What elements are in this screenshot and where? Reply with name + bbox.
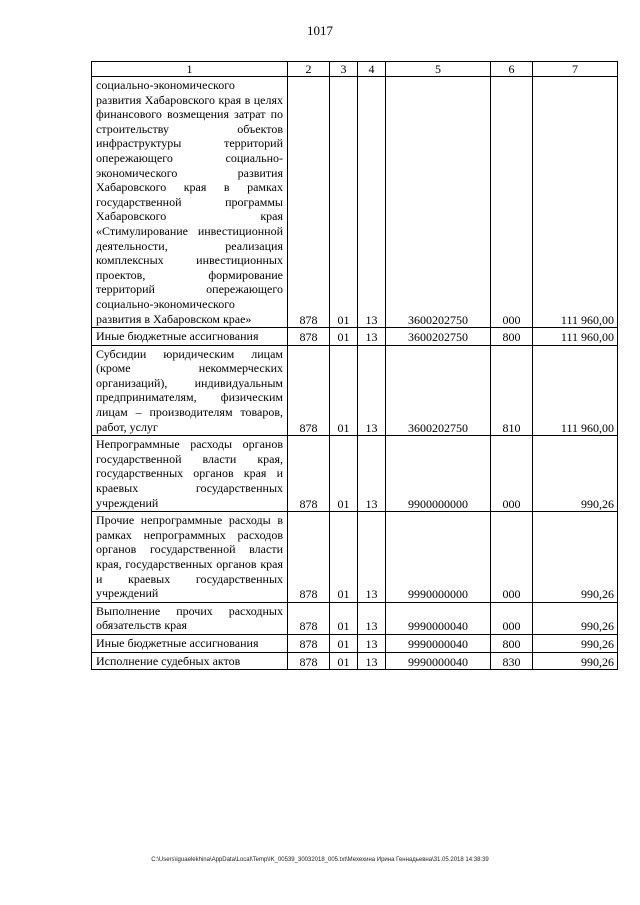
table-header-row (92, 62, 618, 77)
expense-name-cell: Исполнение судебных актов (92, 652, 288, 670)
department-code-cell: 878 (288, 602, 330, 634)
column-header: 1 (92, 62, 288, 77)
page-number: 1017 (307, 23, 333, 38)
amount-cell: 990,26 (533, 512, 618, 603)
amount-cell: 990,26 (533, 602, 618, 634)
department-code-cell: 878 (288, 328, 330, 346)
subsection-code-cell: 13 (358, 345, 386, 436)
target-article-cell: 9990000000 (386, 512, 491, 603)
section-code-cell: 01 (330, 512, 358, 603)
subsection-code-cell: 13 (358, 436, 386, 512)
column-header: 7 (533, 62, 618, 77)
table-row (92, 652, 618, 670)
target-article-cell: 9990000040 (386, 634, 491, 652)
expense-type-cell: 810 (491, 345, 533, 436)
section-code-cell: 01 (330, 634, 358, 652)
expense-name-cell: социально-экономического развития Хабаровского края в целях финансового возмещения затрат по строительству объектов инфраструктуры территорий опережающего социально-экономического развития Хабаровского края в рамках государственной программы Хабаровского края «Стимулирование инвестиционной деятельности, реализация комплексных инвестиционных проектов, формирование территорий опережающего социально-экономического развития в Хабаровском крае» (92, 77, 288, 328)
section-code-cell: 01 (330, 602, 358, 634)
department-code-cell: 878 (288, 652, 330, 670)
department-code-cell: 878 (288, 345, 330, 436)
expense-type-cell: 000 (491, 512, 533, 603)
expense-type-cell: 830 (491, 652, 533, 670)
department-code-cell: 878 (288, 512, 330, 603)
subsection-code-cell: 13 (358, 634, 386, 652)
department-code-cell: 878 (288, 634, 330, 652)
subsection-code-cell: 13 (358, 602, 386, 634)
section-code-cell: 01 (330, 345, 358, 436)
column-header: 4 (358, 62, 386, 77)
amount-cell: 990,26 (533, 652, 618, 670)
expense-type-cell: 000 (491, 436, 533, 512)
column-header: 3 (330, 62, 358, 77)
department-code-cell: 878 (288, 77, 330, 328)
budget-table (91, 61, 618, 670)
expense-type-cell: 000 (491, 602, 533, 634)
column-header: 5 (386, 62, 491, 77)
subsection-code-cell: 13 (358, 77, 386, 328)
table-row (92, 634, 618, 652)
table-row (92, 512, 618, 603)
expense-name-cell: Прочие непрограммные расходы в рамках непрограммных расходов органов государственной власти края, государственных органов края и краевых государственных учреждений (92, 512, 288, 603)
subsection-code-cell: 13 (358, 328, 386, 346)
column-header: 6 (491, 62, 533, 77)
column-header: 2 (288, 62, 330, 77)
table-row (92, 345, 618, 436)
target-article-cell: 9990000040 (386, 602, 491, 634)
section-code-cell: 01 (330, 436, 358, 512)
target-article-cell: 9990000040 (386, 652, 491, 670)
file-path-footer: C:\Users\iguaelekhina\AppData\Local\Temp\IK_00539_30032018_005.txt\Мехехина Ирина Геннадьевна\31.05.2018 14:38:39 (151, 857, 489, 863)
target-article-cell: 9900000000 (386, 436, 491, 512)
expense-name-cell: Непрограммные расходы органов государственной власти края, государственных органов края и краевых государственных учреждений (92, 436, 288, 512)
table-row (92, 602, 618, 634)
amount-cell: 990,26 (533, 436, 618, 512)
target-article-cell: 3600202750 (386, 328, 491, 346)
expense-type-cell: 800 (491, 328, 533, 346)
expense-type-cell: 800 (491, 634, 533, 652)
amount-cell: 990,26 (533, 634, 618, 652)
section-code-cell: 01 (330, 652, 358, 670)
target-article-cell: 3600202750 (386, 77, 491, 328)
table-row (92, 328, 618, 346)
department-code-cell: 878 (288, 436, 330, 512)
expense-name-cell: Иные бюджетные ассигнования (92, 328, 288, 346)
table-row (92, 77, 618, 328)
expense-name-cell: Субсидии юридическим лицам (кроме некоммерческих организаций), индивидуальным предпринимателям, физическим лицам – производителям товаров, работ, услуг (92, 345, 288, 436)
subsection-code-cell: 13 (358, 652, 386, 670)
amount-cell: 111 960,00 (533, 345, 618, 436)
amount-cell: 111 960,00 (533, 77, 618, 328)
expense-name-cell: Иные бюджетные ассигнования (92, 634, 288, 652)
expense-type-cell: 000 (491, 77, 533, 328)
amount-cell: 111 960,00 (533, 328, 618, 346)
expense-name-cell: Выполнение прочих расходных обязательств края (92, 602, 288, 634)
subsection-code-cell: 13 (358, 512, 386, 603)
target-article-cell: 3600202750 (386, 345, 491, 436)
table-row (92, 436, 618, 512)
section-code-cell: 01 (330, 328, 358, 346)
section-code-cell: 01 (330, 77, 358, 328)
